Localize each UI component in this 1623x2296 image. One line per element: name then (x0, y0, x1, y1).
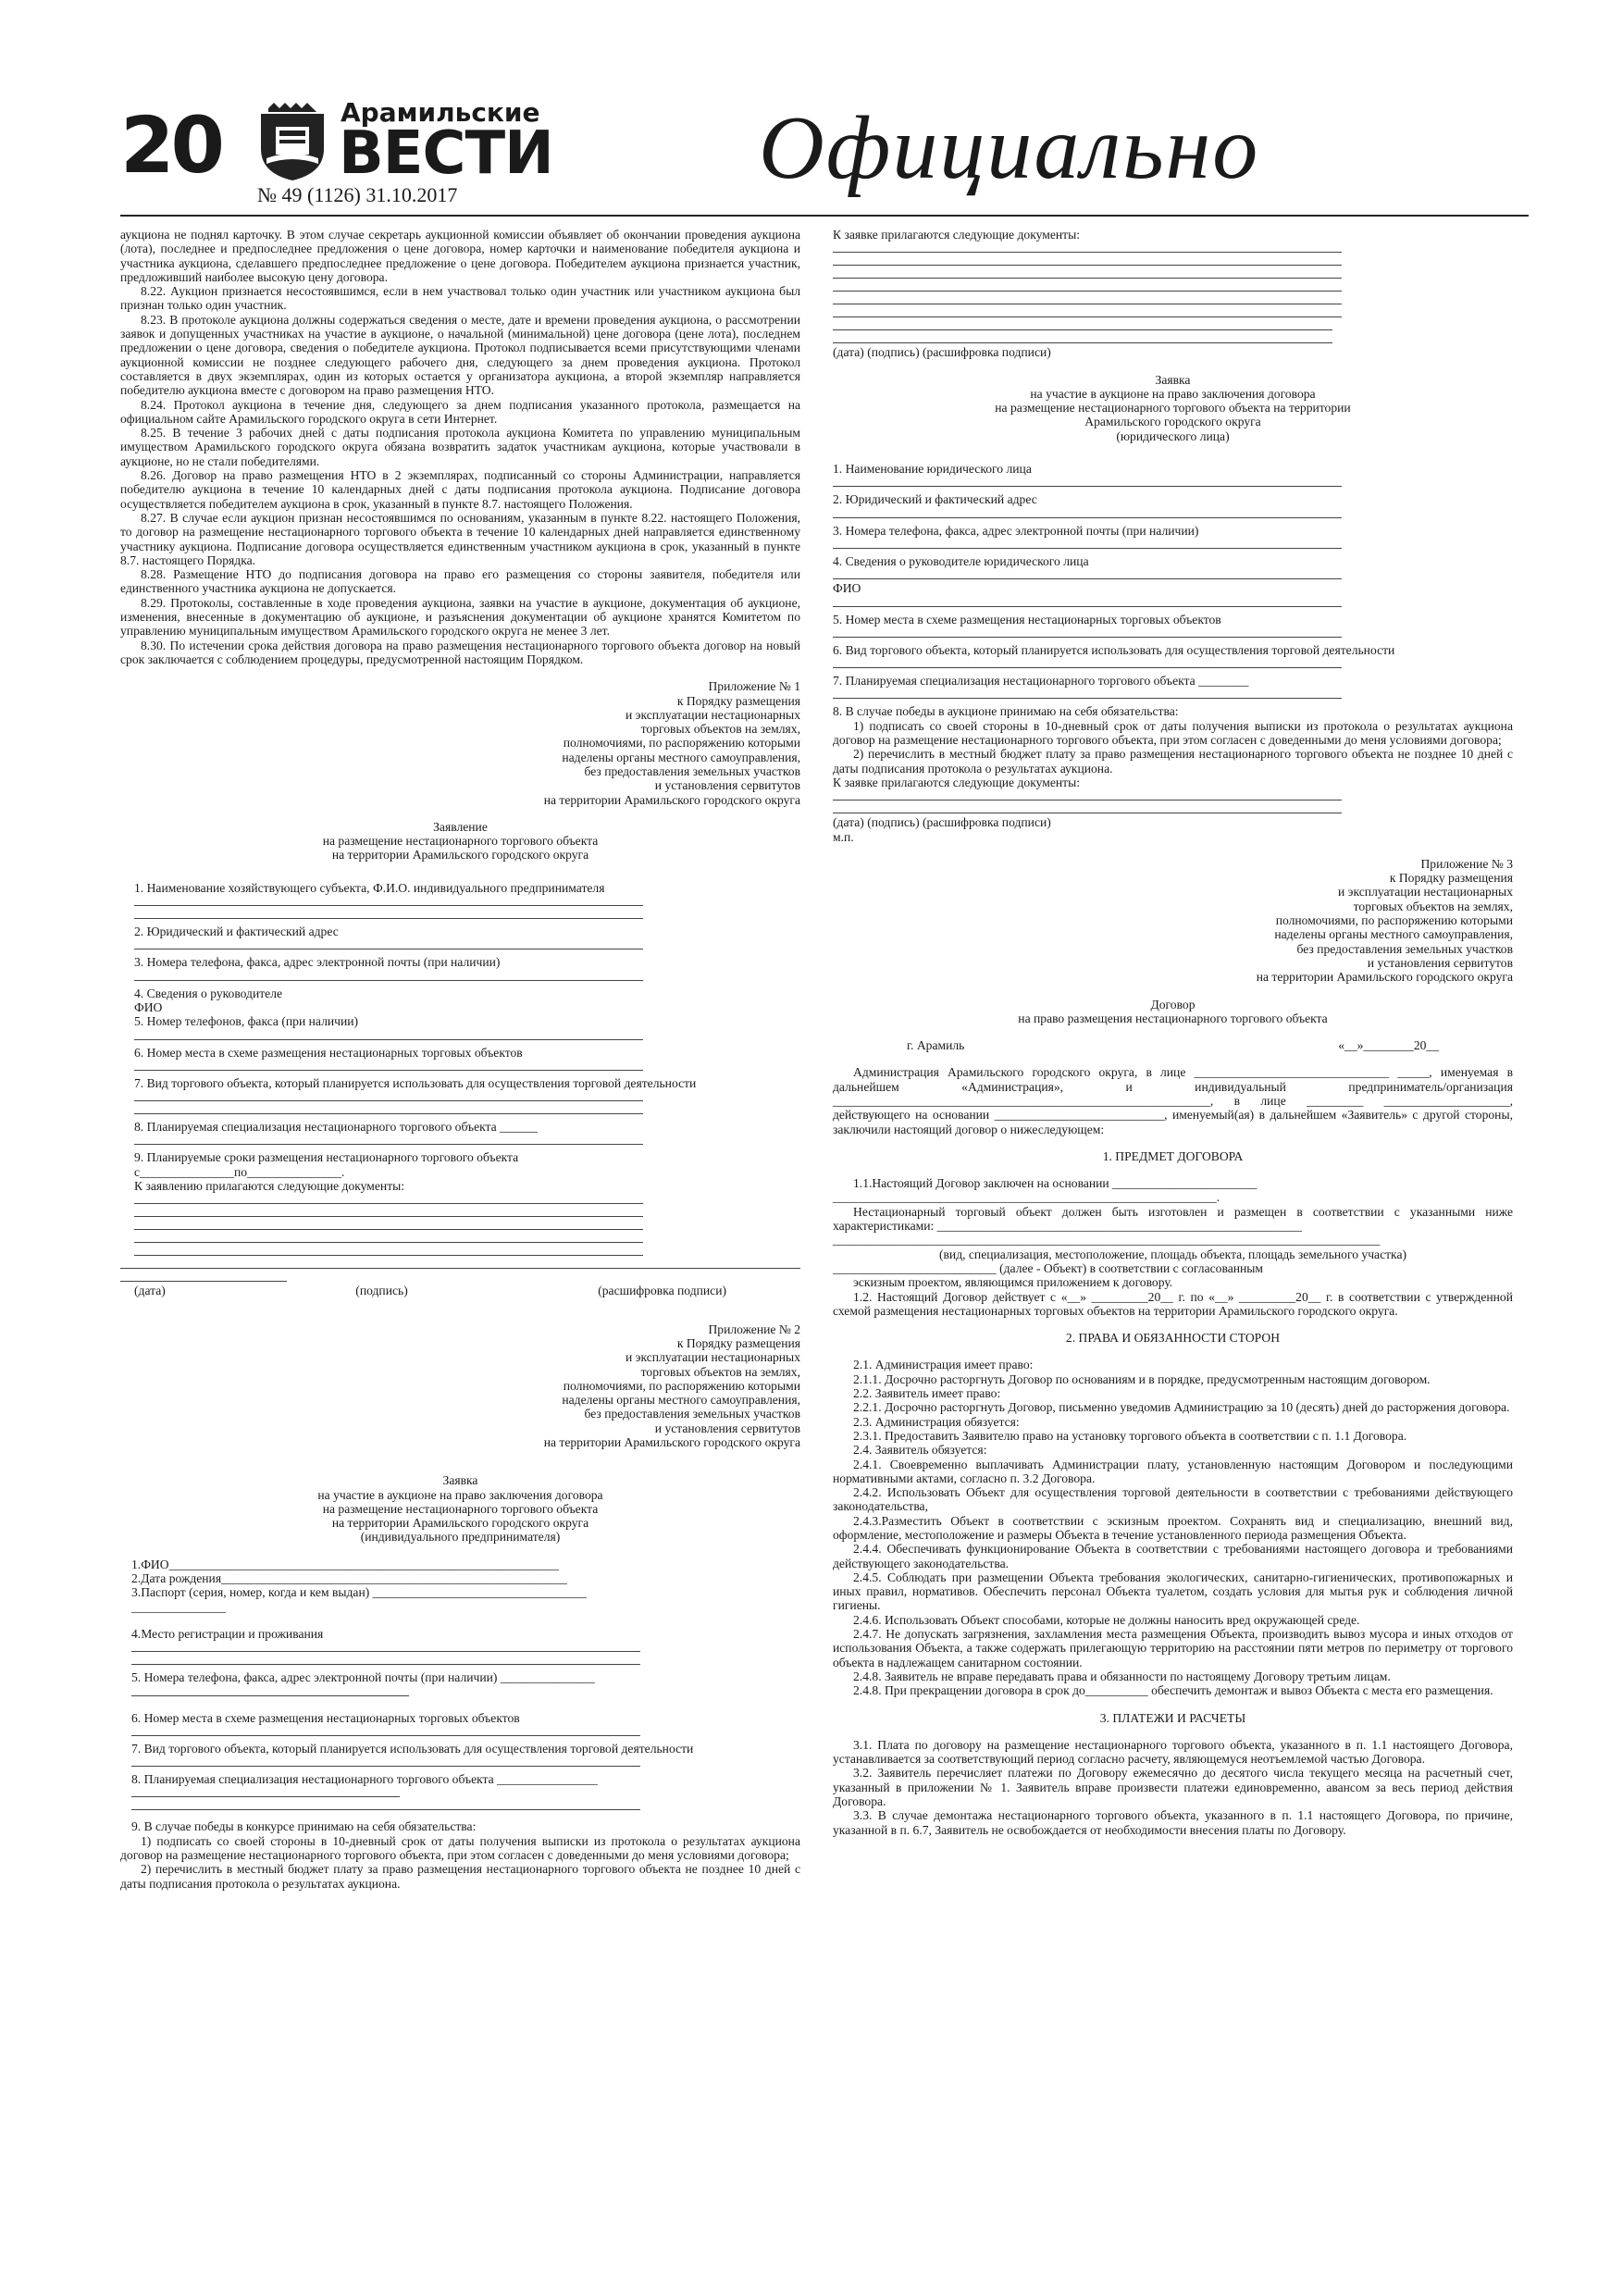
caption-line: к Порядку размещения (676, 1335, 800, 1350)
paragraph: 2.3.1. Предоставить Заявителю право на установку торгового объекта в соответствии с п. 1.1 Договора. (853, 1428, 1407, 1443)
paragraph: 1.1.Настоящий Договор заключен на основании _______________________ (853, 1176, 1258, 1191)
blank-line (833, 476, 1342, 487)
bid-title-legal (833, 373, 1513, 443)
paragraph: 2.4.7. Не допускать загрязнения, захламления места размещения Объекта, производить вывоз мусора и иных отходов от использования Объекта, а также содержать прилегающую территорию на расстоянии пяти метров по периметру от торгового объекта в надлежащем санитарном состоянии. (833, 1627, 1513, 1669)
form-label: 2. Юридический и фактический адрес (134, 925, 339, 939)
bid-title-individual (120, 1473, 800, 1544)
blank-line (134, 1232, 643, 1243)
paragraph: 1.2. Настоящий Договор действует с «__» _________20__ г. по «__» _________20__ г. в соответствии с утвержденной схемой размещения нестационарных торговых объектов на территории Арамильского городского округа. (833, 1289, 1513, 1318)
left-column (120, 228, 800, 1891)
blank-line (833, 538, 1342, 549)
paragraph: Нестационарный торговый объект должен быть изготовлен и размещен в соответствии с указанными ниже характеристиками: __________________________________________________________ (833, 1204, 1513, 1234)
blank-line (134, 1219, 643, 1230)
paragraph: 8.28. Размещение НТО до подписания договора на право его размещения со стороны заявителя, победителя или единственного участника аукциона не допускается. (120, 567, 800, 596)
blank-line (833, 596, 1342, 607)
title-line: (юридического лица) (1116, 428, 1230, 443)
coat-of-arms-logo (255, 103, 329, 182)
paragraph: эскизным проектом, являющимся приложением к договору. (853, 1275, 1173, 1290)
caption-line: Приложение № 1 (708, 679, 800, 694)
paragraph: 1) подписать со своей стороны в 10-дневный срок от даты получения выписки из протокола о результатах аукциона договор на размещение нестационарного торгового объекта, при этом согласен с доведенными до меня условиями договора; (833, 718, 1513, 748)
title-line: Договор (1150, 997, 1196, 1011)
caption-line: наделены органы местного самоуправления, (562, 750, 800, 764)
blank-line (131, 1799, 640, 1810)
caption-line: на территории Арамильского городского округа (1256, 970, 1513, 985)
blank-line (833, 306, 1342, 317)
paragraph: 8.27. В случае если аукцион признан несостоявшимся по основаниям, указанным в пункте 8.22. настоящего Положения, то договор на размещение нестационарного торгового объекта в течение 10 календарных дней направляется единственному участнику аукциона. Подписание договора осуществляется единственным участником аукциона в срок, указанный в пункте 8.7. настоящего Порядка. (120, 510, 800, 567)
form-label: 4.Место регистрации и проживания (131, 1626, 324, 1641)
paragraph: (вид, специализация, местоположение, площадь объекта, площадь земельного участка) (938, 1247, 1407, 1261)
paragraph: 8.23. В протоколе аукциона должны содержаться сведения о месте, дате и времени проведения аукциона, о рассмотрении заявок и допущенных участниках на участие в аукционе, о начальной (минимальной) цене договора (цене лота), последнем предложении о цене договора, сведения о победителе аукциона. Протокол подписывается всеми присутствующими членами аукционной комиссии не позднее следующего рабочего дня, следующего за днем проведения аукциона. Протокол составляется в двух экземплярах, один из которых остается у организатора аукциона, а второй экземпляр направляется победителю аукциона вместе с договором на право размещения НТО. (120, 312, 800, 398)
blank-line (131, 1641, 640, 1652)
blank-line (833, 254, 1342, 266)
blank-line (833, 568, 1342, 579)
form-label: 8. Планируемая специализация нестационарного торгового объекта ________________ (131, 1772, 598, 1787)
title-line: Заявление (433, 819, 488, 834)
section-title: Официально (759, 98, 1260, 198)
paragraph: 3.3. В случае демонтажа нестационарного торгового объекта, указанного в п. 1.1 настоящего Договора, по причине, указанной в п. 6.7, Заявитель не освобождается от необходимости внесения платы по Договору. (833, 1808, 1513, 1837)
page-number: 20 (120, 100, 221, 191)
blank-line (134, 1206, 643, 1217)
blank-line (134, 1245, 643, 1256)
form-label: 4. Сведения о руководителе (134, 986, 283, 1000)
title-line: на территории Арамильского городского округа (331, 848, 589, 863)
paragraph: 2) перечислить в местный бюджет плату за право размещения нестационарного торгового объекта не позднее 10 дней с даты подписания протокола о результатах аукциона. (120, 1862, 800, 1891)
blank-line (134, 908, 643, 919)
paragraph: 2.4. Заявитель обязуется: (853, 1443, 987, 1458)
form-label: 9. Планируемые сроки размещения нестационарного торгового объекта (134, 1150, 519, 1165)
statement-form (120, 881, 800, 1257)
form-label: 6. Номер места в схеме размещения нестационарных торговых объектов (134, 1045, 523, 1060)
blank-line (134, 1060, 643, 1071)
form-label: 5. Номер телефонов, факса (при наличии) (134, 1014, 359, 1029)
caption-line: и эксплуатации нестационарных (625, 707, 800, 722)
brand-subtitle: Арамильские (341, 97, 540, 128)
title-line: (индивидуального предпринимателя) (360, 1530, 561, 1545)
caption-line: без предоставления земельных участков (584, 1407, 800, 1421)
blank-line (134, 938, 643, 949)
paragraph: 3.2. Заявитель перечисляет платежи по Договору ежемесячно до десятого числа текущего месяца на расчетный счет, указанный в приложении № 1. Заявитель вправе произвести платежи единовременно, авансом за весь период действия Договора. (833, 1766, 1513, 1809)
paragraph: 2.3. Администрация обязуется: (853, 1414, 1020, 1429)
form-label: ФИО (833, 581, 861, 596)
paragraph: 2.4.5. Соблюдать при размещении Объекта требования экологических, санитарно-гигиенических, противопожарных и иных правил, нормативов. Обеспечить персонал Объекта туалетом, создать условия для мытья рук и соблюдения личной гигиены. (833, 1570, 1513, 1613)
form-label: 2.Дата рождения_______________________________________________________ (131, 1571, 567, 1586)
signature-label: (дата) (подпись) (расшифровка подписи) (833, 345, 1051, 360)
paragraph: 2.4.3.Разместить Объект в соответствии с эскизным проектом. Сохранять вид и специализацию, внешний вид, оформление, местоположение и размеры Объекта в течение установленного периода размещения Объекта. (833, 1513, 1513, 1542)
form-label: 5. Номер места в схеме размещения нестационарных торговых объектов (833, 612, 1221, 627)
caption-line: и эксплуатации нестационарных (1337, 885, 1513, 900)
blank-line (833, 507, 1342, 518)
caption-line: Приложение № 3 (1420, 856, 1513, 871)
bid-form-individual (120, 1558, 800, 1834)
blank-line (134, 1103, 643, 1114)
blank-line (833, 688, 1342, 699)
title-line: Заявка (442, 1473, 478, 1488)
form-label: 3. Номера телефона, факса, адрес электронной почты (при наличии) (134, 955, 501, 970)
caption-line: на территории Арамильского городского округа (543, 1435, 800, 1449)
paragraph: 8.30. По истечении срока действия договора на право размещения нестационарного торгового объекта договор на новый срок заключается с соблюдением процедуры, предусмотренной настоящим Порядком. (120, 638, 800, 666)
blank-line (833, 627, 1342, 638)
blank-line (134, 1090, 643, 1101)
blank-line (134, 895, 643, 906)
blank-line (833, 789, 1342, 800)
appendix-3-caption (833, 857, 1513, 985)
paragraph: 8.26. Договор на право размещения НТО в 2 экземплярах, подписанный со стороны Администрации, направляется победителю аукциона в течение 10 календарных дней с даты подписания протокола аукциона. Подписание договора осуществляется победителем аукциона в срок, указанный в пункте 8.7. настоящего Положения. (120, 468, 800, 511)
caption-line: и установления сервитутов (654, 778, 800, 793)
appendix-1-caption (120, 679, 800, 807)
contract-place-date (833, 1038, 1513, 1052)
caption-line: без предоставления земельных участков (1296, 941, 1513, 956)
paragraph: 2.4.6. Использовать Объект способами, которые не должны наносить вред окружающей среде. (853, 1612, 1360, 1627)
blank-line (833, 319, 1332, 330)
form-label: 5. Номера телефона, факса, адрес электронной почты (при наличии) _______________ (131, 1670, 595, 1685)
caption-line: к Порядку размещения (676, 693, 800, 708)
blank-line (131, 1725, 640, 1736)
blank-line (134, 970, 643, 981)
blank-line (833, 293, 1342, 304)
blank-line (833, 332, 1332, 343)
contract-title (833, 998, 1513, 1026)
blank-line (120, 1271, 287, 1282)
paragraph: Администрация Арамильского городского округа, в лице _______________________________ _____, именуемая в дальнейшем «Администрация», и индивидуальный предприниматель/организация ____________________________________________________________, в лице _________ ____________________, действующего на основании ___________________________, именуемый(ая) в дальнейшем «Заявитель» с другой стороны, заключили настоящий договор о нижеследующем: (833, 1065, 1513, 1136)
stamp-label: м.п. (833, 829, 854, 844)
caption-line: полномочиями, по распоряжению которыми (563, 1378, 800, 1393)
paragraph: 8.24. Протокол аукциона в течение дня, следующего за днем подписания указанного протокола, размещается на официальном сайте Арамильского городского округа в сети Интернет. (120, 397, 800, 426)
right-column (833, 228, 1513, 1837)
masthead (120, 97, 1529, 216)
form-label: с_______________по_______________. (134, 1164, 345, 1179)
paragraph: 2.2. Заявитель имеет право: (853, 1386, 1001, 1401)
form-label: 3. Номера телефона, факса, адрес электронной почты (при наличии) (833, 523, 1199, 538)
title-line: Арамильского городского округа (1084, 415, 1261, 429)
paragraph: 1) подписать со своей стороны в 10-дневный срок от даты получения выписки из протокола о результатах аукциона договор на размещение нестационарного торгового объекта, при этом согласен с доведенными до меня условиями договора; (120, 1833, 800, 1863)
title-line: на право размещения нестационарного торгового объекта (1018, 1011, 1328, 1025)
statement-title (120, 820, 800, 863)
caption-line: Приложение № 2 (708, 1322, 800, 1336)
caption-line: наделены органы местного самоуправления, (562, 1393, 800, 1408)
blank-line (833, 267, 1342, 279)
paragraph: _______________________________________________________________________________________ (833, 1233, 1381, 1247)
blank-line (120, 1258, 800, 1269)
blank-line (131, 1685, 409, 1696)
brand-title: ВЕСТИ (339, 119, 553, 188)
form-label: 8. Планируемая специализация нестационарного торгового объекта ______ (134, 1120, 538, 1135)
title-line: на размещение нестационарного торгового объекта на территории (995, 401, 1351, 416)
form-label: 2. Юридический и фактический адрес (833, 492, 1037, 507)
appendix-2-caption (120, 1322, 800, 1450)
paragraph: 8.25. В течение 3 рабочих дней с даты подписания протокола аукциона Комитета по управлению муниципальным имуществом Арамильского городского округа обязана возвратить задаток участникам аукциона, которые участвовали в аукционе, но не стали победителями. (120, 426, 800, 468)
blank-line (131, 1756, 640, 1767)
section-heading: 1. ПРЕДМЕТ ДОГОВОРА (1102, 1148, 1244, 1163)
form-label: К заявке прилагаются следующие документы: (833, 228, 1080, 242)
form-label: 7. Вид торгового объекта, который планируется использовать для осуществления торговой деятельности (134, 1075, 697, 1090)
caption-line: и установления сервитутов (654, 1421, 800, 1435)
form-label: К заявке прилагаются следующие документы: (833, 775, 1080, 789)
caption-line: и установления сервитутов (1367, 955, 1513, 970)
form-label: 7. Планируемая специализация нестационарного торгового объекта ________ (833, 674, 1249, 689)
blank-line (131, 1786, 400, 1797)
title-line: Заявка (1155, 372, 1191, 387)
blank-line (131, 1654, 640, 1665)
signature-label: (дата) (134, 1284, 166, 1298)
contract-date: «__»________20__ (1338, 1038, 1439, 1053)
blank-line (833, 802, 1342, 813)
signature-label: (подпись) (355, 1284, 408, 1298)
form-label: _______________ (131, 1599, 226, 1614)
title-line: на территории Арамильского городского округа (331, 1516, 589, 1531)
header-divider (120, 215, 1529, 217)
form-label: 6. Вид торгового объекта, который планируется использовать для осуществления торговой деятельности (833, 642, 1395, 657)
contract-city: г. Арамиль (907, 1038, 965, 1053)
section-heading: 3. ПЛАТЕЖИ И РАСЧЕТЫ (1099, 1710, 1246, 1725)
caption-line: торговых объектов на землях, (1353, 899, 1513, 913)
signature-label: (расшифровка подписи) (598, 1284, 726, 1298)
title-line: на размещение нестационарного торгового объекта (322, 834, 599, 849)
title-line: на размещение нестационарного торгового объекта (322, 1501, 599, 1516)
blank-line (134, 1193, 643, 1204)
form-label: К заявлению прилагаются следующие документы: (134, 1179, 405, 1194)
issue-info: № 49 (1126) 31.10.2017 (257, 183, 458, 206)
form-label: 4. Сведения о руководителе юридического лица (833, 553, 1089, 568)
blank-line (833, 657, 1342, 668)
form-label: 1. Наименование юридического лица (833, 462, 1032, 477)
signature-row (120, 1284, 800, 1297)
paragraph: 8.29. Протоколы, составленные в ходе проведения аукциона, заявки на участие в аукционе, документация об аукционе, изменения, внесенные в документацию об аукционе, и разъяснения документации об аукционе хранятся Комитетом по управлению муниципальным имуществом Арамильского городского округа не менее 3 лет. (120, 595, 800, 639)
paragraph: 2.4.4. Обеспечивать функционирование Объекта в соответствии с требованиями настоящего договора и требованиями действующего законодательства. (833, 1542, 1513, 1570)
caption-line: наделены органы местного самоуправления, (1274, 927, 1513, 942)
form-label: 6. Номер места в схеме размещения нестационарных торговых объектов (131, 1710, 520, 1725)
paragraph: 3.1. Плата по договору на размещение нестационарного торгового объекта, указанного в п. 1.1 настоящего Договора, устанавливается за соответствующий период согласно расчету, являющемуся неотъемлемой частью Договора. (833, 1737, 1513, 1767)
bid-form-legal (833, 462, 1513, 719)
form-label: ФИО (134, 999, 163, 1014)
section-heading: 2. ПРАВА И ОБЯЗАННОСТИ СТОРОН (1065, 1331, 1281, 1346)
paragraph: 2.4.2. Использовать Объект для осуществления торговой деятельности в соответствии с требованиями действующего законодательства, (833, 1485, 1513, 1514)
blank-line (833, 280, 1342, 292)
caption-line: без предоставления земельных участков (584, 763, 800, 778)
caption-line: торговых объектов на землях, (640, 722, 800, 737)
blank-line (134, 1134, 643, 1145)
blank-line (134, 1029, 643, 1040)
form-label: 9. В случае победы в конкурсе принимаю на себя обязательства: (131, 1819, 477, 1834)
form-label: 1.ФИО______________________________________________________________ (131, 1557, 559, 1571)
paragraph: 2.4.8. Заявитель не вправе передавать права и обязанности по настоящему Договору третьим лицам. (853, 1669, 1391, 1683)
caption-line: полномочиями, по распоряжению которыми (1275, 913, 1513, 928)
title-line: на участие в аукционе на право заключения договора (1030, 386, 1316, 401)
form-label: 1. Наименование хозяйствующего субъекта, Ф.И.О. индивидуального предпринимателя (134, 880, 605, 895)
blank-line (833, 242, 1342, 253)
caption-line: и эксплуатации нестационарных (625, 1350, 800, 1365)
paragraph: аукциона не поднял карточку. В этом случае секретарь аукционной комиссии объявляет об окончании проведения аукциона (лота), последнее и предпоследнее предложения о цене договора, номер карточки и наименование победителя аукциона и участника аукциона, сделавшего предпоследнее предложение о цене договора. Победителем аукциона признается участник, предложивший наиболее высокую цену договора. (120, 228, 800, 284)
paragraph: _____________________________________________________________. (833, 1190, 1220, 1205)
signature-label: (дата) (подпись) (расшифровка подписи) (833, 815, 1051, 830)
paragraph: 2.4.8. При прекращении договора в срок до__________ обеспечить демонтаж и вывоз Объекта с места его размещения. (853, 1683, 1493, 1698)
caption-line: полномочиями, по распоряжению которыми (563, 736, 800, 751)
form-label: 3.Паспорт (серия, номер, когда и кем выдан) __________________________________ (131, 1585, 587, 1600)
paragraph: __________________________ (далее - Объект) в соответствии с согласованным (833, 1260, 1264, 1275)
caption-line: торговых объектов на землях, (640, 1364, 800, 1379)
caption-line: к Порядку размещения (1389, 871, 1513, 886)
form-label: 8. В случае победы в аукционе принимаю на себя обязательства: (833, 704, 1179, 719)
paragraph: 2.1. Администрация имеет право: (853, 1358, 1034, 1372)
paragraph: 2.1.1. Досрочно расторгнуть Договор по основаниям и в порядке, предусмотренным настоящим договором. (853, 1371, 1431, 1386)
title-line: на участие в аукционе на право заключения договора (317, 1487, 603, 1502)
paragraph: 8.22. Аукцион признается несостоявшимся, если в нем участвовал только один участник или участником аукциона был признан только один участник. (120, 284, 800, 313)
paragraph: 2.2.1. Досрочно расторгнуть Договор, письменно уведомив Администрацию за 10 (десять) дней до расторжения договора. (853, 1400, 1510, 1415)
form-label: 7. Вид торгового объекта, который планируется использовать для осуществления торговой деятельности (131, 1741, 694, 1756)
paragraph: 2) перечислить в местный бюджет плату за право размещения нестационарного торгового объекта не позднее 10 дней с даты подписания протокола о результатах аукциона. (833, 747, 1513, 776)
caption-line: на территории Арамильского городского округа (543, 792, 800, 807)
paragraph: 2.4.1. Своевременно выплачивать Администрации плату, установленную настоящим Договором и последующими нормативными актами, согласно п. 3.2 Договора. (833, 1457, 1513, 1485)
